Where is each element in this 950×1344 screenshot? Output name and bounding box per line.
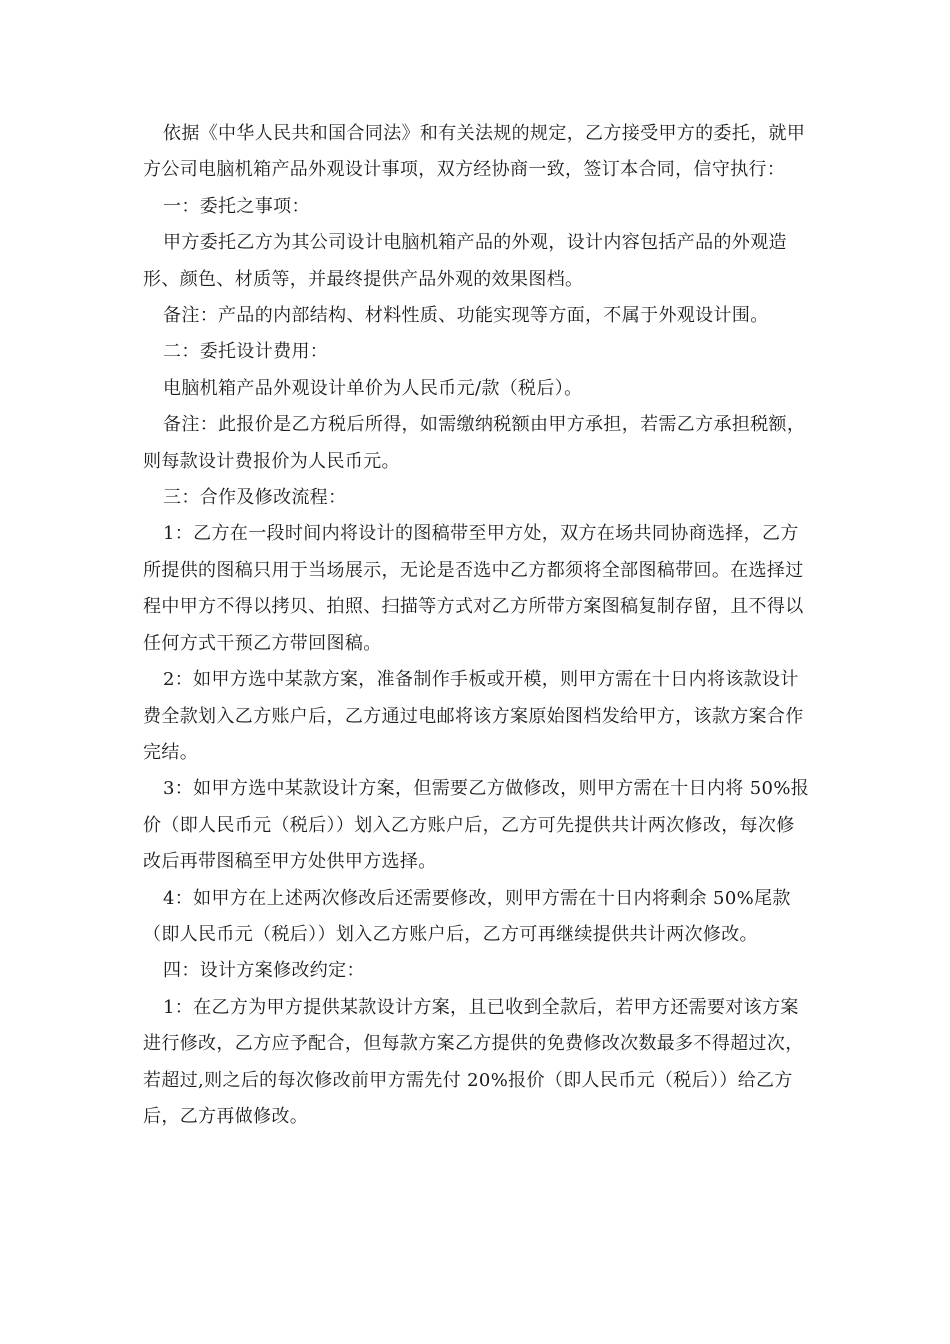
entrusted-matters-paragraph: 甲方委托乙方为其公司设计电脑机箱产品的外观，设计内容包括产品的外观造形、颜色、材质等，并最终提供产品外观的效果图档。 [143, 232, 787, 290]
process-clause-3: 3：如甲方选中某款设计方案，但需要乙方做修改，则甲方需在十日内将 50%报价（即人民币元（税后））划入乙方账户后，乙方可先提供共计两次修改，每次修改后再带图稿至甲方处供甲方选择。 [143, 778, 810, 873]
revision-clause-1: 1：在乙方为甲方提供某款设计方案，且已收到全款后，若甲方还需要对该方案进行修改，乙方应予配合，但每款方案乙方提供的免费修改次数最多不得超过次，若超过,则之后的每次修改前甲方需先付 20%报价（即人民币元（税后））给乙方后，乙方再做修改。 [143, 996, 804, 1127]
process-clause-1: 1：乙方在一段时间内将设计的图稿带至甲方处，双方在场共同协商选择，乙方所提供的图稿只用于当场展示，无论是否选中乙方都须将全部图稿带回。在选择过程中甲方不得以拷贝、拍照、扫描等方式对乙方所带方案图稿复制存留，且不得以任何方式干预乙方带回图稿。 [143, 523, 804, 654]
document-body [143, 116, 811, 1135]
intro-paragraph: 依据《中华人民共和国合同法》和有关法规的规定，乙方接受甲方的委托，就甲方公司电脑机箱产品外观设计事项，双方经协商一致，签订本合同，信守执行： [143, 123, 806, 181]
process-clause-4: 4：如甲方在上述两次修改后还需要修改，则甲方需在十日内将剩余 50%尾款（即人民币元（税后））划入乙方账户后，乙方可再继续提供共计两次修改。 [143, 887, 791, 945]
section-heading-cooperation-process: 三：合作及修改流程： [163, 487, 347, 509]
process-clause-2: 2：如甲方选中某款方案，准备制作手板或开模，则甲方需在十日内将该款设计费全款划入乙方账户后，乙方通过电邮将该方案原始图档发给甲方，该款方案合作完结。 [143, 669, 804, 763]
entrusted-matters-remark: 备注：产品的内部结构、材料性质、功能实现等方面，不属于外观设计围。 [163, 305, 769, 327]
section-heading-revision-agreement: 四：设计方案修改约定： [163, 960, 365, 982]
design-fee-remark: 备注：此报价是乙方税后所得，如需缴纳税额由甲方承担，若需乙方承担税额，则每款设计费报价为人民币元。 [143, 414, 806, 472]
section-heading-entrusted-matters: 一：委托之事项： [163, 195, 310, 217]
design-fee-paragraph: 电脑机箱产品外观设计单价为人民币元/款（税后）。 [163, 377, 583, 399]
section-heading-design-fee: 二：委托设计费用： [163, 341, 329, 363]
